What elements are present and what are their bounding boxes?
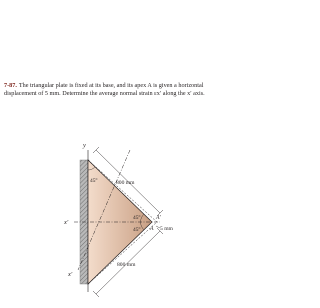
angle-label-mid-lower: 45° <box>133 227 141 233</box>
apex-label: A <box>150 226 154 232</box>
y-axis-label: y <box>83 142 86 149</box>
problem-body: The triangular plate is fixed at its base, and its apex A is given a horizontal displacement of 5 mm. Determine the average normal strain εx′ along the x′ axis. <box>4 82 205 98</box>
dimension-label-bottom: 800 mm <box>117 262 136 268</box>
angle-label-top: 45° <box>90 178 98 184</box>
x-prime-label-bottom: x′ <box>68 271 73 278</box>
apex-displaced-label: A′ <box>156 215 161 221</box>
angle-label-mid-upper: 45° <box>133 215 141 221</box>
displacement-label: 5 mm <box>160 226 173 232</box>
problem-number: 7-87. <box>4 82 17 89</box>
dimension-label-top: 800 mm <box>116 180 135 186</box>
x-prime-label-left: x′ <box>64 219 69 226</box>
